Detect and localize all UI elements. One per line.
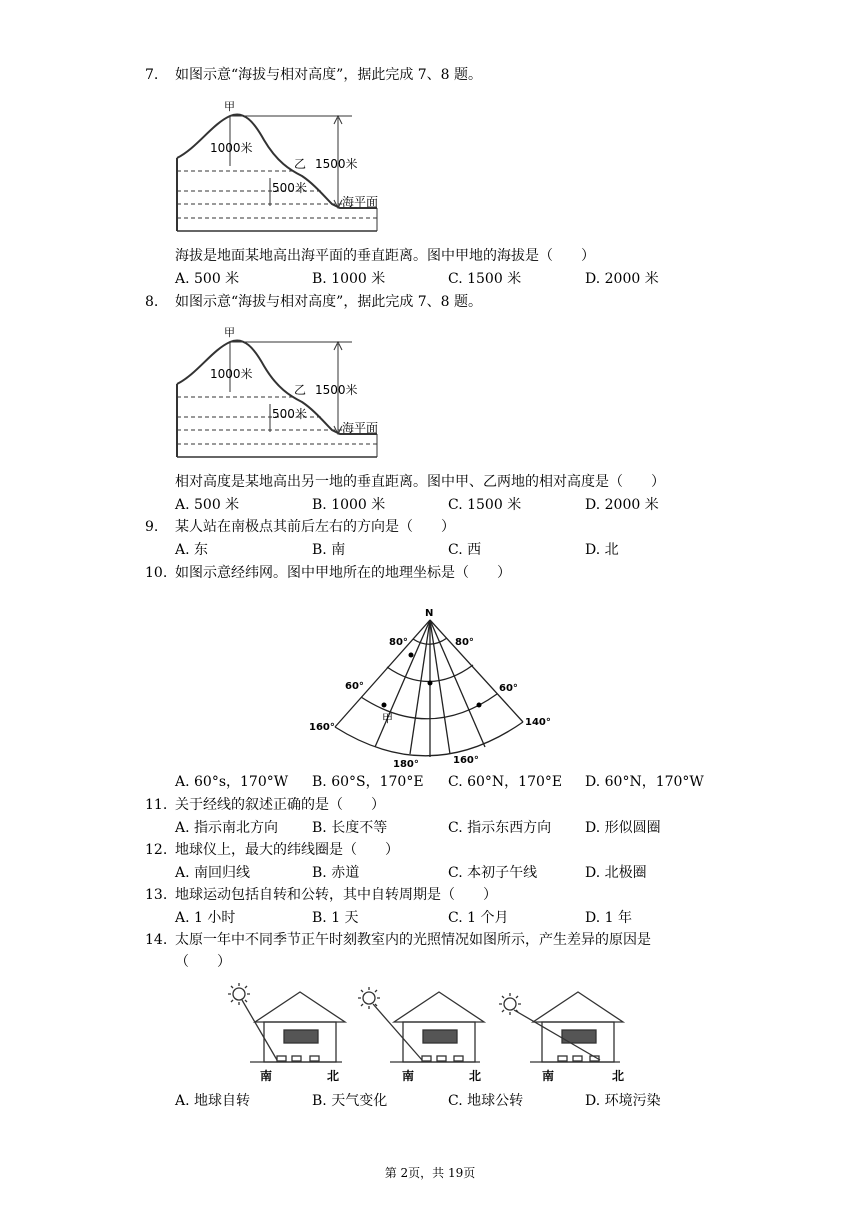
label-1500m: 1500米 <box>315 383 358 397</box>
south-label: 南 <box>402 1069 415 1083</box>
option-d[interactable]: D. 北极圈 <box>585 865 647 881</box>
option-a[interactable]: A. 500 米 <box>175 497 240 513</box>
option-a[interactable]: A. 南回归线 <box>175 865 251 881</box>
question-number: 10. <box>145 565 168 581</box>
question-number: 7. <box>145 67 159 83</box>
option-a[interactable]: A. 1 小时 <box>175 910 236 926</box>
option-b[interactable]: B. 1000 米 <box>312 497 386 513</box>
option-d[interactable]: D. 2000 米 <box>585 271 659 287</box>
question-text: 关于经线的叙述正确的是（ ） <box>175 797 385 813</box>
option-c[interactable]: C. 60°N，170°E <box>448 774 563 790</box>
graticule-figure <box>305 602 555 772</box>
option-c[interactable]: C. 1 个月 <box>448 910 509 926</box>
question-number: 12. <box>145 842 168 858</box>
option-a[interactable]: A. 500 米 <box>175 271 240 287</box>
option-d[interactable]: D. 形似圆圈 <box>585 820 661 836</box>
option-c[interactable]: C. 本初子午线 <box>448 865 538 881</box>
option-d[interactable]: D. 1 年 <box>585 910 632 926</box>
lon140-right-label: 140° <box>525 717 551 728</box>
lon160-bottom-label: 160° <box>453 755 479 766</box>
option-c[interactable]: C. 指示东西方向 <box>448 820 552 836</box>
question-number: 13. <box>145 887 168 903</box>
lon160-left-label: 160° <box>309 722 335 733</box>
north-label: 北 <box>469 1069 482 1083</box>
sun-icon <box>228 983 250 1005</box>
option-a[interactable]: A. 地球自转 <box>175 1093 251 1109</box>
option-c[interactable]: C. 1500 米 <box>448 497 522 513</box>
north-label: 北 <box>612 1069 625 1083</box>
option-d[interactable]: D. 北 <box>585 542 619 558</box>
option-a[interactable]: A. 东 <box>175 542 209 558</box>
lat80-left-label: 80° <box>389 637 408 648</box>
page-footer: 第 2页，共 19页 <box>384 1166 476 1180</box>
altitude-figure-7 <box>172 96 387 234</box>
north-label: N <box>425 608 434 619</box>
question-14-bracket: （ ） <box>175 954 231 970</box>
option-c[interactable]: C. 西 <box>448 542 482 558</box>
north-label: 北 <box>327 1069 340 1083</box>
peak-label: 甲 <box>224 100 235 113</box>
option-b[interactable]: B. 60°S，170°E <box>312 774 424 790</box>
question-7-stem: 海拔是地面某地高出海平面的垂直距离。图中甲地的海拔是（ ） <box>175 248 595 264</box>
label-1500m: 1500米 <box>315 157 358 171</box>
sea-level-label: 海平面 <box>342 195 379 209</box>
option-b[interactable]: B. 南 <box>312 542 346 558</box>
mid-label: 乙 <box>294 157 307 171</box>
label-500m: 500米 <box>272 407 307 421</box>
question-number: 11. <box>145 797 168 813</box>
option-b[interactable]: B. 长度不等 <box>312 820 388 836</box>
question-number: 8. <box>145 294 159 310</box>
label-1000m: 1000米 <box>210 141 253 155</box>
question-text: 如图示意“海拔与相对高度”，据此完成 7、8 题。 <box>175 67 483 83</box>
sun-icon <box>358 987 380 1009</box>
option-d[interactable]: D. 2000 米 <box>585 497 659 513</box>
lat60-left-label: 60° <box>345 681 364 692</box>
mid-label: 乙 <box>294 383 307 397</box>
question-text: 如图示意“海拔与相对高度”，据此完成 7、8 题。 <box>175 294 483 310</box>
option-b[interactable]: B. 1 天 <box>312 910 359 926</box>
option-b[interactable]: B. 赤道 <box>312 865 360 881</box>
sea-level-label: 海平面 <box>342 421 379 435</box>
label-1000m: 1000米 <box>210 367 253 381</box>
option-c[interactable]: C. 1500 米 <box>448 271 522 287</box>
south-label: 南 <box>542 1069 555 1083</box>
classroom-sunlight-figure <box>222 980 642 1088</box>
question-number: 14. <box>145 932 168 948</box>
question-text: 太原一年中不同季节正午时刻教室内的光照情况如图所示，产生差异的原因是 <box>175 932 651 948</box>
question-text: 如图示意经纬网。图中甲地所在的地理坐标是（ ） <box>175 565 511 581</box>
point-jia-label: 甲 <box>382 712 393 725</box>
south-label: 南 <box>260 1069 273 1083</box>
lon180-label: 180° <box>393 759 419 770</box>
lat80-right-label: 80° <box>455 637 474 648</box>
lat60-right-label: 60° <box>499 683 518 694</box>
peak-label: 甲 <box>224 326 235 339</box>
question-number: 9. <box>145 519 159 535</box>
option-d[interactable]: D. 60°N，170°W <box>585 774 704 790</box>
option-b[interactable]: B. 天气变化 <box>312 1093 388 1109</box>
question-8-stem: 相对高度是某地高出另一地的垂直距离。图中甲、乙两地的相对高度是（ ） <box>175 474 665 490</box>
altitude-figure-8 <box>172 322 387 460</box>
option-b[interactable]: B. 1000 米 <box>312 271 386 287</box>
question-text: 地球仪上，最大的纬线圈是（ ） <box>175 842 399 858</box>
option-a[interactable]: A. 指示南北方向 <box>175 820 279 836</box>
label-500m: 500米 <box>272 181 307 195</box>
question-text: 地球运动包括自转和公转，其中自转周期是（ ） <box>175 887 497 903</box>
option-d[interactable]: D. 环境污染 <box>585 1093 661 1109</box>
question-text: 某人站在南极点其前后左右的方向是（ ） <box>175 519 455 535</box>
option-a[interactable]: A. 60°s，170°W <box>175 774 289 790</box>
option-c[interactable]: C. 地球公转 <box>448 1093 524 1109</box>
